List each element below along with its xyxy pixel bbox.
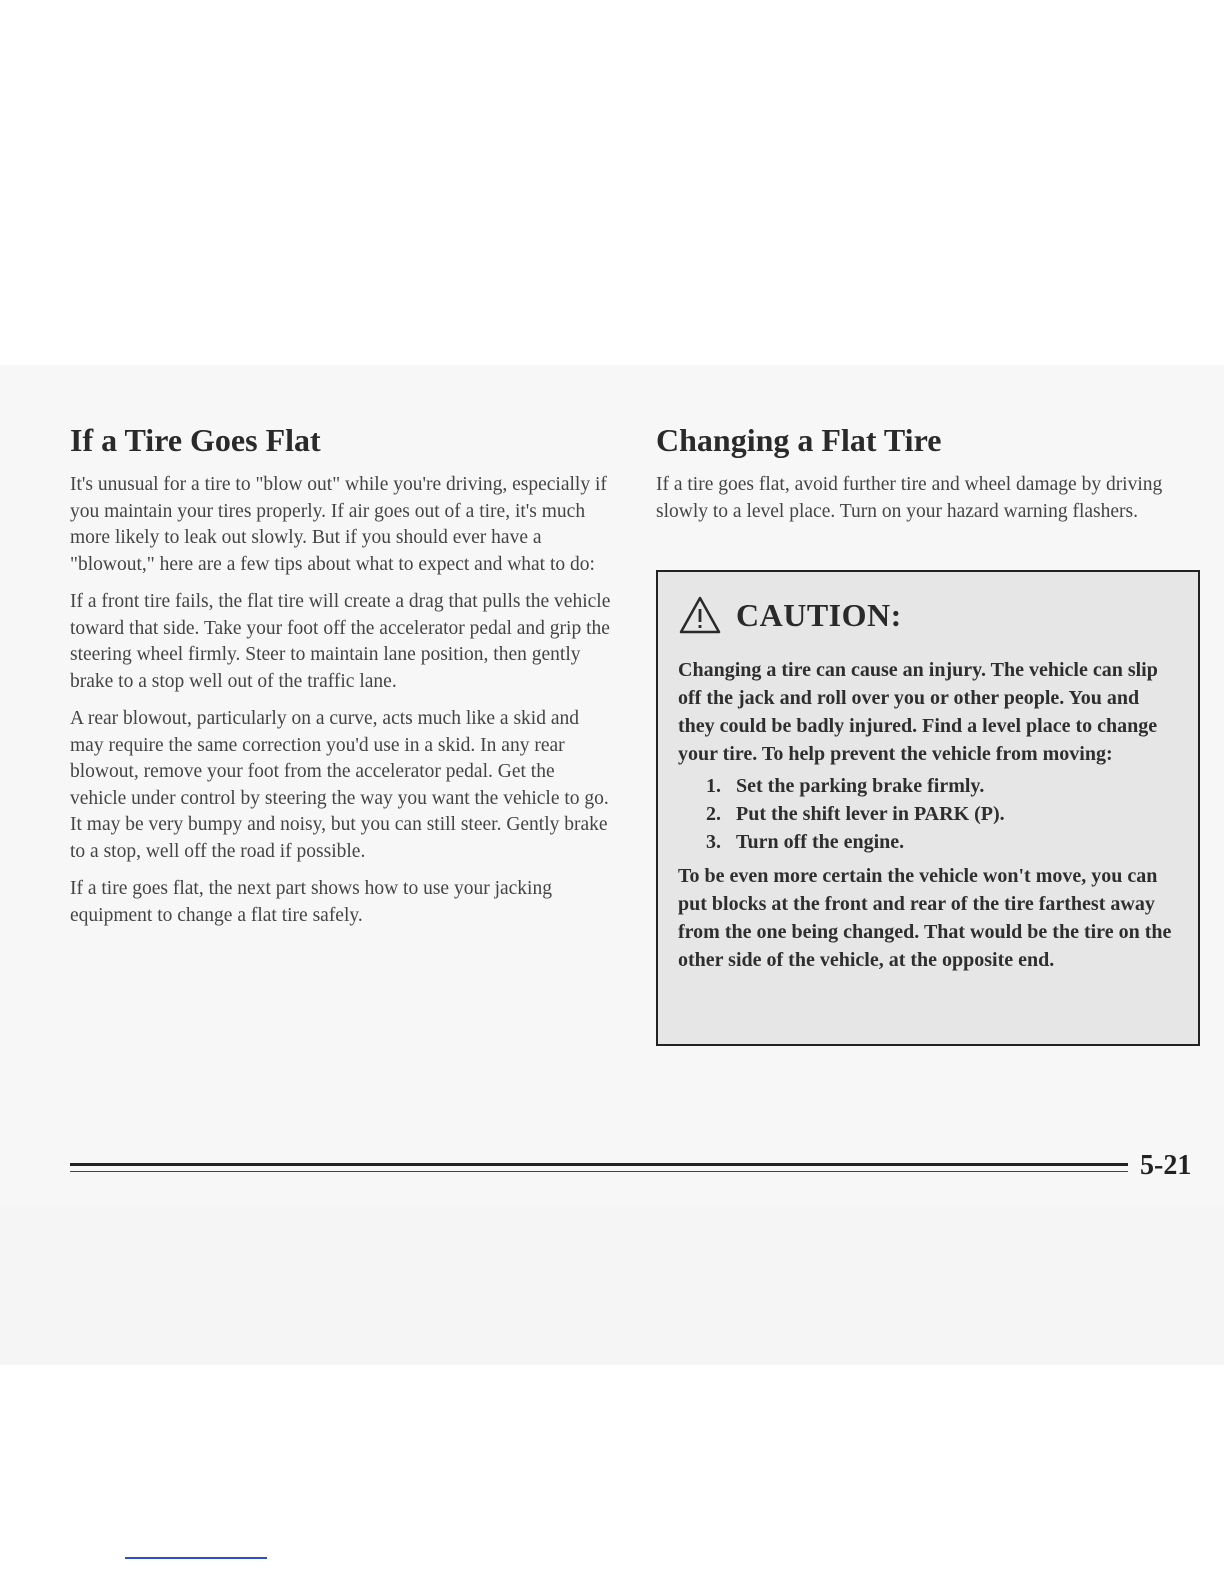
page-background-lower	[0, 1205, 1224, 1365]
right-column	[656, 418, 1201, 536]
paragraph-changing-intro: If a tire goes flat, avoid further tire and wheel damage by driving slowly to a level place. Turn on your hazard warning flashers.	[656, 474, 1163, 522]
paragraph-blowout-intro: It's unusual for a tire to "blow out" while you're driving, especially if you maintain your tires properly. If air goes out of a tire, it's much more likely to leak out slowly. But if you should ever have a "blowout," here are a few tips about what to expect and what to do:	[70, 474, 607, 575]
caution-box	[656, 570, 1200, 1046]
paragraph-next-part: If a tire goes flat, the next part shows how to use your jacking equipment to change a flat tire safely.	[70, 878, 552, 926]
warning-triangle-icon	[678, 595, 722, 635]
caution-steps	[678, 772, 1178, 856]
paragraph-front-tire: If a front tire fails, the flat tire will create a drag that pulls the vehicle toward that side. Take your foot off the accelerator pedal and grip the steering wheel firmly. Steer to maintain lane position, then gently brake to a stop well out of the traffic lane.	[70, 591, 611, 692]
footer-rule-thin	[70, 1171, 1128, 1172]
left-column	[70, 418, 615, 940]
section-heading-flat-tire: If a Tire Goes Flat	[70, 422, 321, 458]
caution-text-before: Changing a tire can cause an injury. The vehicle can slip off the jack and roll over you or other people. You and they could be badly injured. Find a level place to change your tire. To help prevent the vehicle from moving:	[678, 659, 1158, 765]
footer-rule	[70, 1163, 1128, 1166]
caution-header	[678, 590, 1178, 640]
caution-text-after: To be even more certain the vehicle won't move, you can put blocks at the front and rear of the tire farthest away from the one being changed. That would be the tire on the other side of the vehicle, at the opposite end.	[678, 865, 1172, 971]
caution-step: 2. Put the shift lever in PARK (P).	[706, 803, 1005, 825]
caution-step: 3. Turn off the engine.	[706, 831, 905, 853]
caution-step: 1. Set the parking brake firmly.	[706, 775, 985, 797]
bottom-link-underline	[125, 1557, 267, 1559]
paragraph-rear-blowout: A rear blowout, particularly on a curve, acts much like a skid and may require the same correction you'd use in a skid. In any rear blowout, remove your foot from the accelerator pedal. Get the vehicle under control by steering the way you want the vehicle to go. It may be very bumpy and noisy, but you can still steer. Gently brake to a stop, well off the road if possible.	[70, 708, 609, 862]
page-number: 5-21	[1140, 1150, 1192, 1181]
section-heading-changing-tire: Changing a Flat Tire	[656, 422, 942, 458]
caution-title: CAUTION:	[736, 596, 902, 633]
